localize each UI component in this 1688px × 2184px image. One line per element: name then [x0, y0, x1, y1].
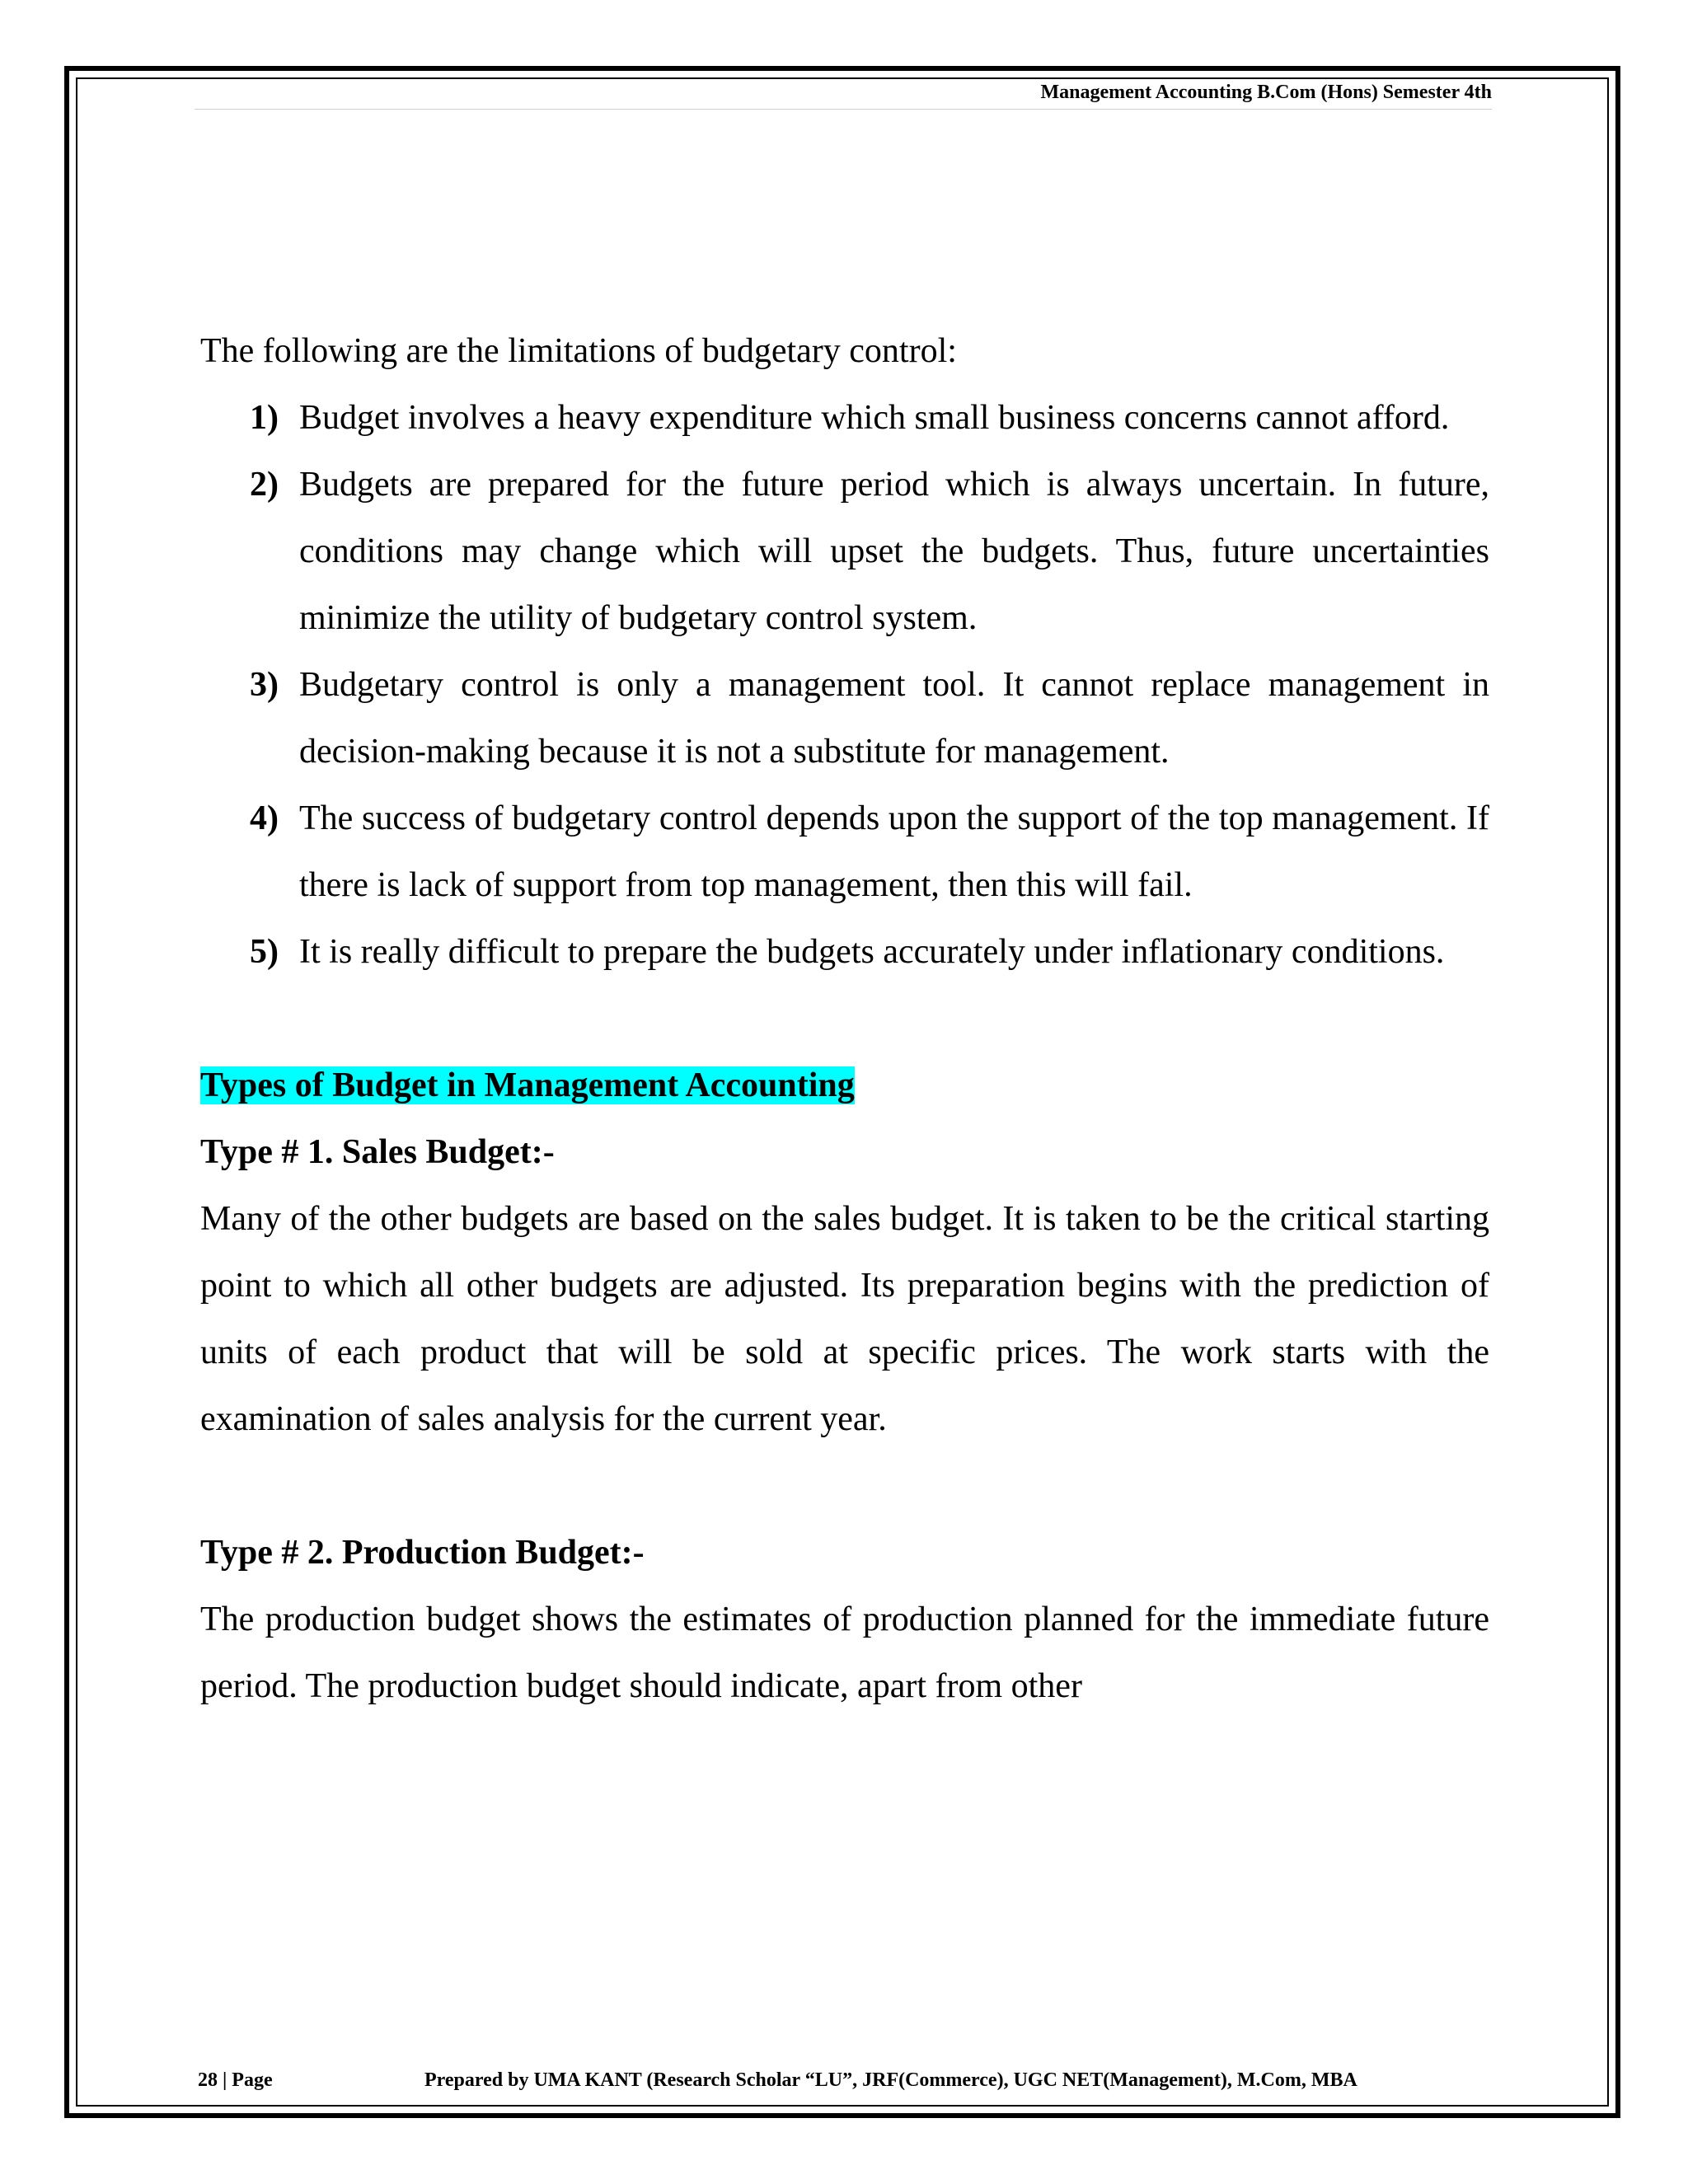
list-item [250, 919, 1489, 986]
list-item-text: Budgets are prepared for the future period which is always uncertain. In future, conditions may change which will upset the budgets. Thus, future uncertainties minimize the utility of budgetary control system. [299, 466, 1489, 637]
list-item-text: It is really difficult to prepare the budgets accurately under inflationary conditions. [299, 933, 1445, 971]
list-item-number: 5) [250, 933, 279, 971]
list-item [250, 652, 1489, 785]
list-item-number: 1) [250, 399, 279, 437]
page-header: Management Accounting B.Com (Hons) Semester 4th [195, 79, 1492, 110]
spacer [200, 986, 1489, 1052]
section-heading-row [200, 1052, 1489, 1119]
list-item [250, 785, 1489, 919]
list-item-number: 2) [250, 466, 279, 504]
page-number: 28 | Page [198, 2069, 273, 2091]
section-heading: Types of Budget in Management Accounting [200, 1066, 855, 1104]
list-item [250, 385, 1489, 452]
list-item-text: Budget involves a heavy expenditure which small business concerns cannot afford. [299, 399, 1450, 437]
page-content [200, 318, 1489, 1720]
type-heading-production: Type # 2. Production Budget:- [200, 1534, 645, 1572]
intro-text: The following are the limitations of budgetary control: [200, 332, 957, 370]
type-heading-sales: Type # 1. Sales Budget:- [200, 1133, 555, 1171]
spacer [200, 1453, 1489, 1520]
list-item-number: 3) [250, 666, 279, 704]
footer-credit: Prepared by UMA KANT (Research Scholar “LU”, JRF(Commerce), UGC NET(Management), M.Com, MBA [424, 2069, 1357, 2091]
type-body-production: The production budget shows the estimates of production planned for the immediate future period. The production budget should indicate, apart from other [200, 1601, 1489, 1705]
type-body-sales: Many of the other budgets are based on the sales budget. It is taken to be the critical starting point to which all other budgets are adjusted. Its preparation begins with the prediction of units of each product that will be sold at specific prices. The work starts with the examination of sales analysis for the current year. [200, 1200, 1489, 1438]
limitations-list [200, 385, 1489, 986]
list-item [250, 452, 1489, 652]
list-item-text: The success of budgetary control depends upon the support of the top management. If there is lack of support from top management, then this will fail. [299, 799, 1489, 904]
list-item-number: 4) [250, 799, 279, 837]
list-item-text: Budgetary control is only a management tool. It cannot replace management in decision-making because it is not a substitute for management. [299, 666, 1489, 771]
